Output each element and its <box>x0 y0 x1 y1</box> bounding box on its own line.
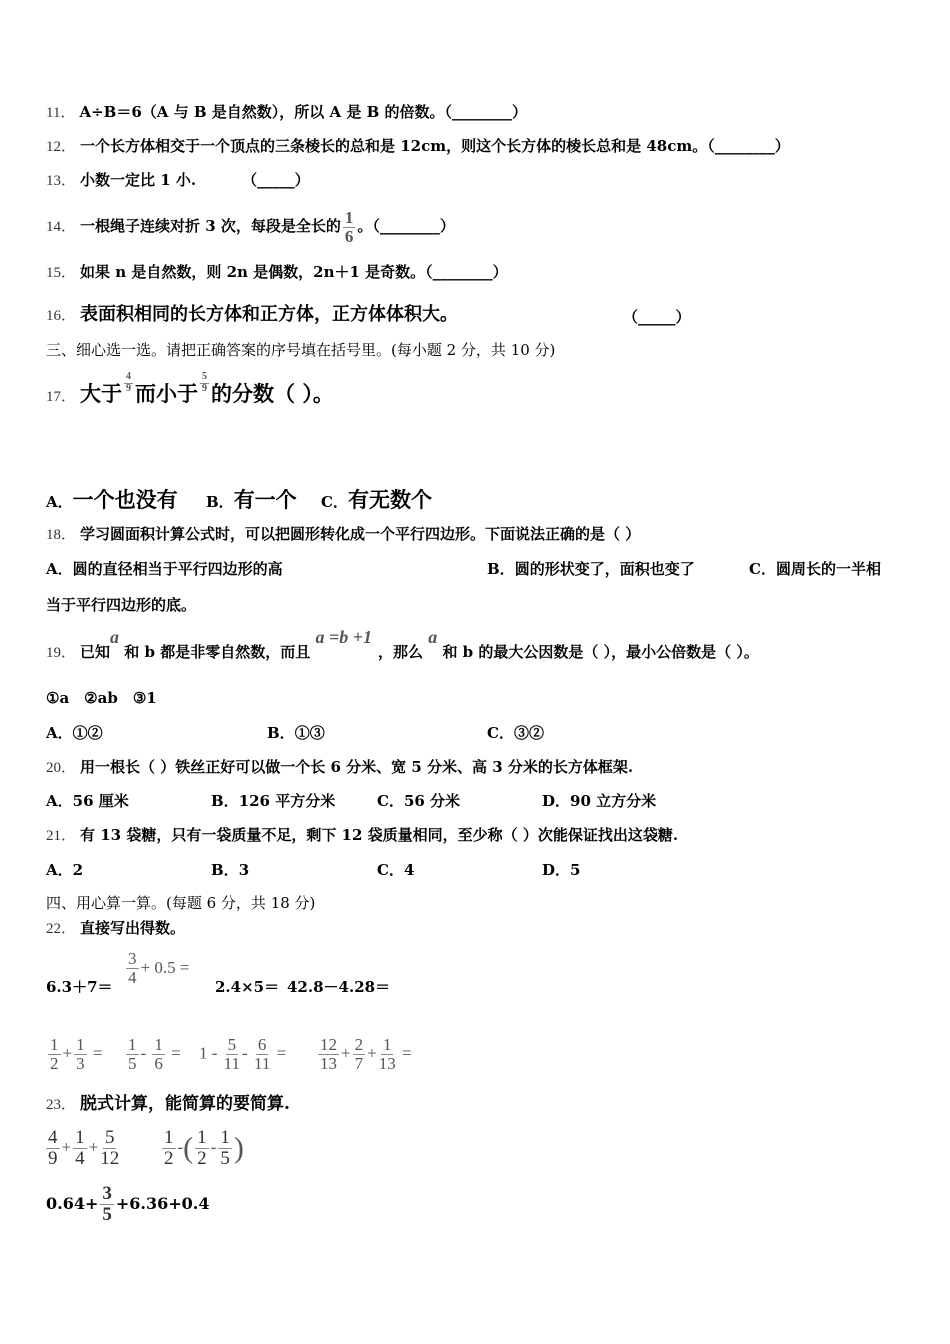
calc-expression <box>199 1036 286 1073</box>
text-span: 15． <box>46 265 77 281</box>
text-span: 学习圆面积计算公式时，可以把圆形转化成一个平行四边形。下面说法正确的是（ ） <box>80 525 641 543</box>
text-span: 2 <box>72 861 84 879</box>
numerator: 1 <box>50 1035 59 1054</box>
fraction <box>100 1128 119 1169</box>
numerator: 1 <box>128 1035 137 1054</box>
text-span: 14． <box>46 219 77 235</box>
question-21 <box>46 825 678 846</box>
text-span: 有一个 <box>233 487 297 512</box>
text-span: 一个也没有 <box>72 487 178 512</box>
fraction <box>200 372 209 394</box>
option-c[interactable] <box>749 558 881 579</box>
question-15 <box>46 262 508 283</box>
text-span: 的分数（ ）。 <box>211 381 334 406</box>
text-span: B． <box>487 560 515 578</box>
text-span: 5 <box>570 861 581 879</box>
text-span: B． <box>211 792 239 810</box>
text-span: 有无数个 <box>347 487 432 512</box>
text-span: 2 <box>197 1147 207 1169</box>
calc-expression <box>46 1036 102 1073</box>
text-span: 0.64+ <box>46 1193 99 1213</box>
text-span: 小数一定比 1 小. <box>80 171 197 189</box>
text-span: = <box>171 1043 181 1063</box>
text-span: a <box>110 627 120 647</box>
option-c[interactable] <box>377 859 414 880</box>
text-span: C． <box>377 861 404 879</box>
text-span: 16． <box>46 308 77 324</box>
text-span: = <box>401 1043 412 1063</box>
calc-expression: 2.4×5＝ <box>215 978 280 996</box>
text-span: 1 - <box>199 1043 218 1063</box>
text-span: A． <box>46 493 73 511</box>
text-span: C． <box>377 792 404 810</box>
text-span: 6 <box>154 1053 163 1073</box>
text-span: 9 <box>48 1147 58 1169</box>
text-span: 11 <box>223 1053 241 1073</box>
numerator: 5 <box>104 1127 115 1148</box>
fraction <box>126 950 139 987</box>
text-span: 13 <box>378 1053 396 1073</box>
option-c-continuation: 当于平行四边形的底。 <box>46 596 197 614</box>
text-span: + <box>61 1137 72 1157</box>
text-span: + <box>88 1137 99 1157</box>
text-span: 23． <box>46 1097 77 1113</box>
question-12 <box>46 136 790 157</box>
numerator: 5 <box>227 1035 237 1054</box>
text-span: 7 <box>354 1053 364 1073</box>
fraction <box>353 1036 366 1073</box>
text-span: 有 13 袋糖，只有一袋质量不足，剩下 12 袋质量相同，至少称（ ）次能保证找出这袋糖. <box>80 826 679 844</box>
calc-expression <box>124 1036 181 1073</box>
text-span: 圆的形状变了，面积也变了 <box>514 560 695 578</box>
numerator: 1 <box>197 1127 207 1148</box>
text-span: C． <box>321 493 348 511</box>
text-span: 11 <box>253 1053 271 1073</box>
numerator: 1 <box>154 1035 163 1054</box>
option-b[interactable] <box>211 790 335 811</box>
numerator: 5 <box>202 371 208 382</box>
text-span: C． <box>749 560 776 578</box>
text-span: 。（________） <box>357 217 455 235</box>
text-span: 2 <box>164 1147 174 1169</box>
calc-expression <box>46 1184 210 1225</box>
numerator: 1 <box>220 1127 230 1148</box>
fraction <box>126 1036 139 1073</box>
numerator: 3 <box>128 949 137 968</box>
text-span: = <box>276 1043 287 1063</box>
question-11 <box>46 102 527 123</box>
numerator: 2 <box>354 1035 364 1054</box>
option-a[interactable] <box>46 484 178 514</box>
text-span: 13． <box>46 173 77 189</box>
text-span: 圆的直径相当于平行四边形的高 <box>72 560 283 578</box>
numerator: 6 <box>257 1035 267 1054</box>
option-b[interactable] <box>487 558 695 579</box>
text-span: ①② <box>72 724 103 742</box>
numerator: 12 <box>320 1035 337 1054</box>
text-span: 18． <box>46 527 77 543</box>
text-span: D． <box>542 861 571 879</box>
text-span: 一根绳子连续对折 3 次，每段是全长的 <box>80 217 341 235</box>
text-span: 22． <box>46 921 77 937</box>
fraction <box>379 1036 396 1073</box>
text-span: 表面积相同的长方体和正方体，正方体体积大。 <box>80 304 459 325</box>
numerator: 4 <box>126 371 132 382</box>
question-13 <box>46 170 310 191</box>
text-span: B． <box>211 861 239 879</box>
text-span: 6 <box>344 226 354 246</box>
text-span: 9 <box>202 382 208 394</box>
numerator: 1 <box>76 1035 85 1054</box>
calc-expression <box>124 950 189 987</box>
text-span: 11． <box>46 105 76 121</box>
text-span: ，那么 <box>377 643 423 661</box>
text-span: ) <box>233 1131 244 1165</box>
question-17 <box>46 372 334 419</box>
section-4-heading: 四、用心算一算。(每题 6 分，共 18 分) <box>46 894 316 912</box>
fraction <box>152 1036 165 1073</box>
text-span: 4 <box>403 861 415 879</box>
section-3-heading: 三、细心选一选。请把正确答案的序号填在括号里。(每小题 2 分，共 10 分) <box>46 341 556 359</box>
fraction <box>343 209 356 246</box>
fraction <box>318 1036 339 1073</box>
fraction <box>124 372 133 394</box>
text-span: 而小于 <box>135 381 199 406</box>
choices-list: ①a ②ab ③1 <box>46 689 157 707</box>
text-span: + <box>62 1043 73 1063</box>
text-span: a <box>428 627 438 647</box>
text-span: 和 b 都是非零自然数，而且 <box>124 643 311 661</box>
text-span: B． <box>267 724 295 742</box>
option-c[interactable] <box>377 790 460 811</box>
numerator: 3 <box>102 1183 112 1204</box>
option-c[interactable] <box>321 484 432 514</box>
text-span: 已知 <box>80 643 111 661</box>
text-span: 5 <box>220 1147 230 1169</box>
option-c[interactable] <box>487 722 544 743</box>
option-b[interactable] <box>211 859 249 880</box>
text-span: A． <box>46 792 73 810</box>
text-span: A． <box>46 560 73 578</box>
fraction <box>74 1036 87 1073</box>
fraction <box>73 1128 87 1169</box>
fraction <box>48 1036 61 1073</box>
text-span: - <box>242 1043 248 1063</box>
numerator: 4 <box>48 1127 58 1148</box>
text-span: - <box>177 1137 184 1157</box>
question-20 <box>46 757 633 778</box>
text-span: + 0.5 = <box>140 958 190 977</box>
text-span: 4 <box>128 967 137 987</box>
option-a[interactable] <box>46 558 283 579</box>
text-span: 5 <box>102 1203 112 1225</box>
text-span: 20． <box>46 760 77 776</box>
text-span: 126 平方分米 <box>238 792 336 810</box>
text-span: +6.36+0.4 <box>115 1193 210 1213</box>
text-span: 5 <box>128 1053 137 1073</box>
calc-expression <box>160 1128 244 1169</box>
text-span: + <box>341 1043 351 1063</box>
text-span: A． <box>46 861 73 879</box>
option-d[interactable] <box>542 859 580 880</box>
text-span: 一个长方体相交于一个顶点的三条棱长的总和是 12cm，则这个长方体的棱长总和是 48cm。（________） <box>80 137 790 155</box>
text-span: 9 <box>126 382 132 394</box>
text-span: 如果 n 是自然数，则 2n 是偶数，2n＋1 是奇数。（________） <box>80 263 508 281</box>
fraction <box>100 1184 114 1225</box>
calc-expression <box>44 1128 121 1169</box>
fraction <box>46 1128 60 1169</box>
text-span: 13 <box>320 1053 337 1073</box>
text-span: = <box>92 1043 103 1063</box>
text-span: A÷B＝6（A 与 B 是自然数），所以 A 是 B 的倍数。（________） <box>79 103 527 121</box>
text-span: 脱式计算，能简算的要简算. <box>80 1094 290 1114</box>
calc-expression: 42.8－4.28＝ <box>287 978 391 996</box>
text-span: ③② <box>513 724 544 742</box>
numerator: 1 <box>75 1127 85 1148</box>
text-span: 2 <box>50 1053 59 1073</box>
text-span: 17． <box>46 389 77 405</box>
answer-blank[interactable]: （_____） <box>242 171 310 189</box>
numerator: 1 <box>164 1127 174 1148</box>
calc-expression <box>316 1036 412 1073</box>
text-span: 12 <box>100 1147 120 1169</box>
fraction <box>218 1128 232 1169</box>
text-span: - <box>210 1137 217 1157</box>
fraction <box>162 1128 176 1169</box>
question-16 <box>46 305 458 326</box>
option-b[interactable] <box>206 484 297 514</box>
calc-expression: 6.3＋7＝ <box>46 978 113 996</box>
text-span: B． <box>206 493 234 511</box>
text-span: D． <box>542 792 571 810</box>
text-span: ①③ <box>294 724 325 742</box>
text-span: 大于 <box>80 381 123 406</box>
text-span: 3 <box>238 861 250 879</box>
text-span: 直接写出得数。 <box>80 919 186 937</box>
text-span: 用一根长（ ）铁丝正好可以做一个长 6 分米、宽 5 分米、高 3 分米的长方体框架. <box>80 758 634 776</box>
text-span: 90 立方分米 <box>570 792 657 810</box>
text-span: 和 b 的最大公因数是（ ），最小公倍数是（ ）。 <box>442 643 759 661</box>
text-span: A． <box>46 724 73 742</box>
text-span: 圆周长的一半相 <box>775 560 881 578</box>
text-span: a =b +1 <box>315 627 372 647</box>
question-22 <box>46 918 185 939</box>
question-14 <box>46 206 455 247</box>
text-span: + <box>367 1043 377 1063</box>
answer-blank[interactable]: （_____） <box>623 308 691 326</box>
text-span: - <box>140 1043 147 1063</box>
text-span: ( <box>183 1131 194 1165</box>
fraction <box>224 1036 240 1073</box>
option-a[interactable] <box>46 790 129 811</box>
numerator: 1 <box>382 1035 392 1054</box>
option-d[interactable] <box>542 790 656 811</box>
question-18 <box>46 524 640 545</box>
numerator: 1 <box>344 207 354 227</box>
question-19 <box>46 627 759 663</box>
option-b[interactable] <box>267 722 325 743</box>
option-a[interactable] <box>46 722 103 743</box>
fraction <box>254 1036 270 1073</box>
fraction <box>195 1128 209 1169</box>
text-span: 3 <box>76 1053 85 1073</box>
option-a[interactable] <box>46 859 83 880</box>
text-span: C． <box>487 724 514 742</box>
text-span: 56 厘米 <box>72 792 129 810</box>
text-span: 4 <box>75 1147 85 1169</box>
text-span: 56 分米 <box>403 792 461 810</box>
question-23 <box>46 1094 290 1115</box>
text-span: 21． <box>46 828 77 844</box>
text-span: 12． <box>46 139 77 155</box>
text-span: 19． <box>46 645 77 661</box>
